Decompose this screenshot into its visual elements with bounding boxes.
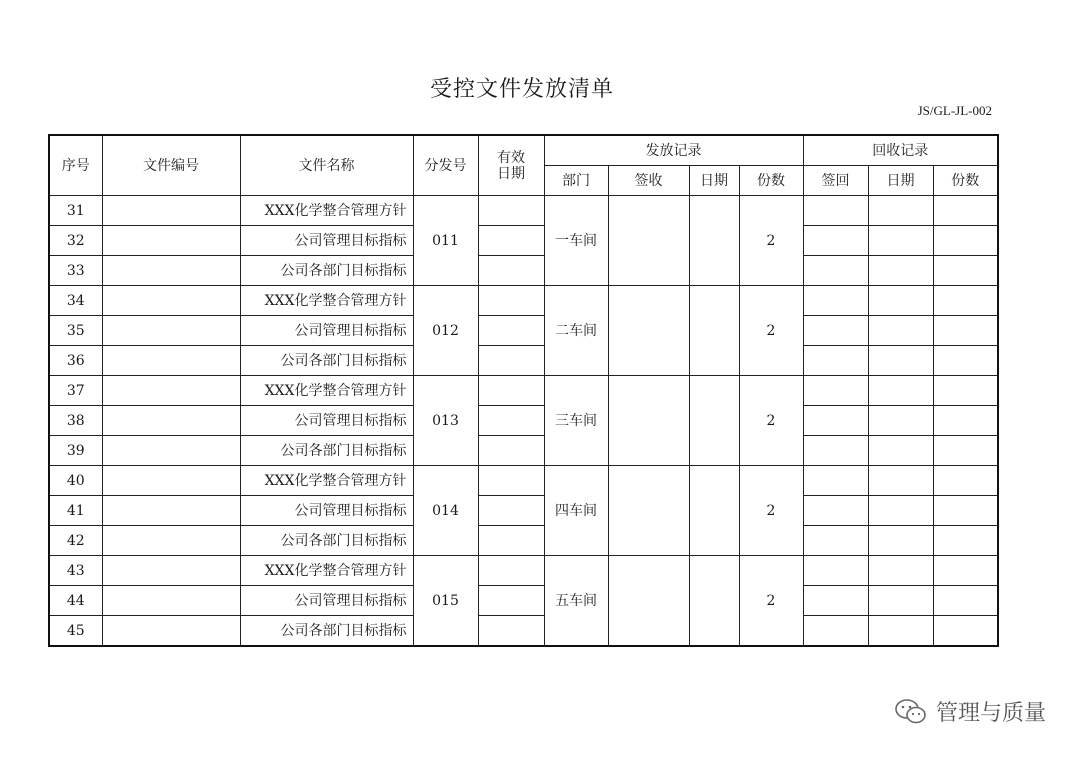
cell-seq: 44 [49,586,102,616]
cell-valid-date [478,316,544,346]
header-issue-group: 发放记录 [544,135,803,166]
cell-doc-name: XXX化学整合管理方针 [240,466,413,496]
cell-recall-copies [933,526,998,556]
cell-valid-date [478,376,544,406]
document-code: JS/GL-JL-002 [917,103,992,118]
cell-recall-copies [933,556,998,586]
cell-valid-date [478,226,544,256]
header-recall-copies: 份数 [933,166,998,196]
cell-recall-sign [803,496,868,526]
cell-recall-date [868,436,933,466]
cell-dist-no: 011 [413,196,478,286]
cell-recall-sign [803,556,868,586]
cell-recall-date [868,616,933,647]
cell-issue-copies: 2 [739,466,803,556]
cell-doc-name: 公司管理目标指标 [240,316,413,346]
cell-recall-sign [803,616,868,647]
table-row [49,256,998,286]
cell-recall-date [868,256,933,286]
cell-recall-copies [933,316,998,346]
cell-recall-date [868,346,933,376]
cell-doc-no [102,226,240,256]
table-row [49,526,998,556]
cell-doc-name: 公司各部门目标指标 [240,616,413,647]
cell-doc-name: XXX化学整合管理方针 [240,196,413,226]
cell-issue-dept: 五车间 [544,556,608,647]
cell-recall-sign [803,316,868,346]
cell-recall-copies [933,196,998,226]
table-row [49,586,998,616]
cell-doc-no [102,346,240,376]
cell-recall-sign [803,586,868,616]
header-valid-date-line2: 日期 [497,165,525,182]
cell-seq: 37 [49,376,102,406]
cell-doc-name: 公司各部门目标指标 [240,256,413,286]
cell-dist-no: 014 [413,466,478,556]
header-issue-sign: 签收 [608,166,689,196]
cell-doc-no [102,466,240,496]
cell-recall-date [868,466,933,496]
table-row [49,346,998,376]
cell-valid-date [478,196,544,226]
cell-recall-sign [803,376,868,406]
cell-seq: 42 [49,526,102,556]
cell-issue-date [689,556,739,647]
cell-doc-name: 公司各部门目标指标 [240,436,413,466]
cell-issue-dept: 四车间 [544,466,608,556]
cell-seq: 34 [49,286,102,316]
cell-seq: 45 [49,616,102,647]
cell-recall-copies [933,286,998,316]
cell-recall-date [868,526,933,556]
cell-issue-date [689,466,739,556]
cell-valid-date [478,406,544,436]
distribution-table [48,134,999,647]
cell-doc-name: 公司各部门目标指标 [240,526,413,556]
cell-recall-sign [803,196,868,226]
cell-doc-no [102,496,240,526]
cell-seq: 31 [49,196,102,226]
header-recall-date: 日期 [868,166,933,196]
cell-recall-sign [803,286,868,316]
table-row [49,226,998,256]
header-dist-no: 分发号 [413,135,478,196]
cell-doc-no [102,196,240,226]
cell-seq: 32 [49,226,102,256]
cell-recall-sign [803,436,868,466]
cell-valid-date [478,346,544,376]
cell-recall-copies [933,256,998,286]
cell-seq: 43 [49,556,102,586]
header-valid-date-line1: 有效 [497,149,525,166]
cell-doc-no [102,406,240,436]
cell-recall-date [868,406,933,436]
wechat-icon [894,698,928,726]
cell-recall-sign [803,226,868,256]
cell-valid-date [478,556,544,586]
cell-doc-no [102,526,240,556]
cell-recall-copies [933,376,998,406]
cell-recall-date [868,316,933,346]
table-row [49,556,998,586]
cell-recall-date [868,226,933,256]
cell-recall-sign [803,256,868,286]
cell-recall-sign [803,526,868,556]
header-recall-sign: 签回 [803,166,868,196]
header-issue-dept: 部门 [544,166,608,196]
page-title: 受控文件发放清单 [429,77,614,102]
cell-seq: 38 [49,406,102,436]
cell-issue-sign [608,466,689,556]
table-row [49,316,998,346]
cell-recall-copies [933,436,998,466]
header-doc-name: 文件名称 [240,135,413,196]
cell-seq: 35 [49,316,102,346]
table-row [49,496,998,526]
cell-dist-no: 015 [413,556,478,647]
cell-doc-no [102,556,240,586]
cell-recall-copies [933,346,998,376]
cell-recall-copies [933,496,998,526]
cell-recall-date [868,196,933,226]
cell-issue-date [689,286,739,376]
cell-valid-date [478,586,544,616]
table-row [49,196,998,226]
cell-recall-date [868,586,933,616]
header-valid-date [478,135,544,196]
cell-valid-date [478,526,544,556]
cell-recall-sign [803,406,868,436]
header-issue-date: 日期 [689,166,739,196]
cell-issue-date [689,196,739,286]
cell-doc-name: 公司各部门目标指标 [240,346,413,376]
cell-doc-name: 公司管理目标指标 [240,226,413,256]
header-recall-group: 回收记录 [803,135,998,166]
watermark [894,696,1046,727]
table-row [49,376,998,406]
cell-valid-date [478,616,544,647]
cell-seq: 33 [49,256,102,286]
watermark-text: 管理与质量 [935,701,1046,726]
cell-recall-copies [933,616,998,647]
table-row [49,616,998,647]
cell-recall-date [868,286,933,316]
cell-issue-copies: 2 [739,556,803,647]
cell-issue-copies: 2 [739,376,803,466]
cell-recall-sign [803,466,868,496]
table-row [49,436,998,466]
cell-doc-no [102,376,240,406]
cell-doc-name: 公司管理目标指标 [240,496,413,526]
header-seq: 序号 [49,135,102,196]
table-row [49,406,998,436]
cell-issue-sign [608,286,689,376]
cell-doc-no [102,586,240,616]
cell-issue-dept: 二车间 [544,286,608,376]
cell-dist-no: 012 [413,286,478,376]
cell-recall-copies [933,406,998,436]
cell-doc-name: 公司管理目标指标 [240,586,413,616]
cell-doc-no [102,256,240,286]
cell-recall-copies [933,586,998,616]
cell-recall-copies [933,226,998,256]
cell-recall-copies [933,466,998,496]
cell-recall-sign [803,346,868,376]
cell-dist-no: 013 [413,376,478,466]
cell-seq: 40 [49,466,102,496]
cell-issue-dept: 三车间 [544,376,608,466]
cell-valid-date [478,436,544,466]
cell-doc-no [102,616,240,647]
cell-issue-sign [608,196,689,286]
cell-valid-date [478,256,544,286]
cell-seq: 39 [49,436,102,466]
cell-doc-name: XXX化学整合管理方针 [240,556,413,586]
cell-doc-name: XXX化学整合管理方针 [240,286,413,316]
cell-issue-date [689,376,739,466]
cell-issue-dept: 一车间 [544,196,608,286]
cell-recall-date [868,376,933,406]
cell-seq: 41 [49,496,102,526]
cell-issue-copies: 2 [739,196,803,286]
cell-seq: 36 [49,346,102,376]
cell-doc-no [102,286,240,316]
cell-doc-name: 公司管理目标指标 [240,406,413,436]
table-row [49,286,998,316]
header-doc-no: 文件编号 [102,135,240,196]
table-row [49,466,998,496]
cell-valid-date [478,286,544,316]
cell-valid-date [478,496,544,526]
cell-recall-date [868,496,933,526]
header-issue-copies: 份数 [739,166,803,196]
cell-recall-date [868,556,933,586]
cell-doc-name: XXX化学整合管理方针 [240,376,413,406]
cell-doc-no [102,436,240,466]
cell-issue-copies: 2 [739,286,803,376]
cell-doc-no [102,316,240,346]
cell-issue-sign [608,556,689,647]
cell-issue-sign [608,376,689,466]
cell-valid-date [478,466,544,496]
